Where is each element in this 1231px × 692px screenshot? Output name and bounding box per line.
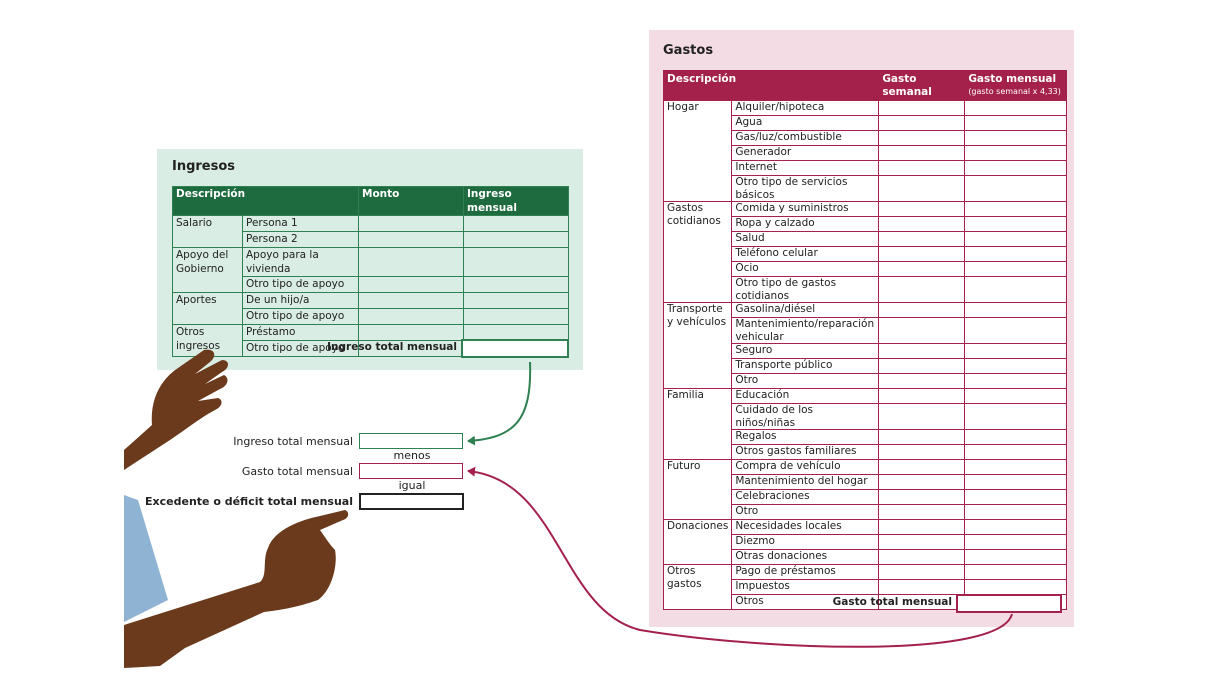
gastos-item-label: Gasolina/diésel (732, 303, 879, 318)
ingresos-group-label: Apoyo del Gobierno (173, 248, 243, 293)
gastos-group-label: Transporte y vehículos (664, 303, 732, 389)
calc-gasto-label: Gasto total mensual (241, 465, 353, 478)
gastos-item-label: Mantenimiento del hogar (732, 475, 879, 490)
calc-igual: igual (398, 479, 426, 492)
gastos-item-label: Salud (732, 232, 879, 247)
gastos-group-label: Familia (664, 389, 732, 460)
gastos-group-label: Hogar (664, 101, 732, 202)
gastos-item-label: Otro tipo de servicios básicos (732, 176, 879, 202)
ingresos-total-label: Ingreso total mensual (327, 341, 457, 353)
gastos-item-label: Otros gastos familiares (732, 445, 879, 460)
gastos-item-label: Pago de préstamos (732, 565, 879, 580)
gastos-item-label: Otro (732, 505, 879, 520)
ingresos-item-label: Otro tipo de apoyo (243, 277, 359, 293)
gastos-item-label: Mantenimiento/reparación vehicular (732, 318, 879, 344)
gastos-item-label: Diezmo (732, 535, 879, 550)
gastos-item-label: Generador (732, 146, 879, 161)
gastos-item-label: Teléfono celular (732, 247, 879, 262)
ingresos-header-descripcion: Descripción (173, 187, 359, 216)
gastos-item-label: Otros (732, 595, 879, 610)
gastos-group-label: Otros gastos (664, 565, 732, 610)
gastos-item-label: Comida y suministros (732, 202, 879, 217)
red-arrow (468, 471, 1012, 647)
gastos-header-semanal: Gasto semanal (879, 71, 965, 101)
gastos-item-label: Alquiler/hipoteca (732, 101, 879, 116)
gastos-item-label: Otras donaciones (732, 550, 879, 565)
ingresos-header-mensual: Ingreso mensual (464, 187, 569, 216)
gastos-group-label: Donaciones (664, 520, 732, 565)
ingresos-item-label: Persona 2 (243, 232, 359, 248)
gastos-item-label: Ocio (732, 262, 879, 277)
gastos-item-label: Ropa y calzado (732, 217, 879, 232)
ingresos-item-label: Préstamo (243, 325, 359, 341)
gastos-item-label: Impuestos (732, 580, 879, 595)
ingresos-item-label: Persona 1 (243, 216, 359, 232)
gastos-item-label: Transporte público (732, 359, 879, 374)
gastos-item-label: Regalos (732, 430, 879, 445)
gastos-item-label: Cuidado de los niños/niñas (732, 404, 879, 430)
sleeve-icon (124, 495, 168, 622)
ingresos-group-label: Salario (173, 216, 243, 248)
ingresos-item-label: Otro tipo de apoyo (243, 309, 359, 325)
gastos-item-label: Agua (732, 116, 879, 131)
ingresos-item-label: Otro tipo de apoyo (243, 341, 359, 357)
gastos-title: Gastos (663, 43, 714, 58)
calc-ingreso-label: Ingreso total mensual (233, 435, 353, 448)
gastos-item-label: Internet (732, 161, 879, 176)
gastos-group-label: Futuro (664, 460, 732, 520)
gastos-item-label: Compra de vehículo (732, 460, 879, 475)
gastos-item-label: Seguro (732, 344, 879, 359)
ingresos-item-label: De un hijo/a (243, 293, 359, 309)
calc-resultado-label: Excedente o déficit total mensual (145, 495, 353, 508)
gastos-item-label: Educación (732, 389, 879, 404)
gastos-group-label: Gastos cotidianos (664, 202, 732, 303)
ingresos-item-label: Apoyo para la vivienda (243, 248, 359, 277)
ingresos-group-label: Aportes (173, 293, 243, 325)
ingresos-group-label: Otros ingresos (173, 325, 243, 357)
hands-illustration (124, 350, 348, 668)
raised-hand-icon (124, 350, 228, 470)
ingresos-title: Ingresos (172, 159, 236, 174)
gastos-total-label: Gasto total mensual (832, 596, 952, 608)
gastos-item-label: Otro (732, 374, 879, 389)
ingresos-header-monto: Monto (359, 187, 464, 216)
gastos-item-label: Celebraciones (732, 490, 879, 505)
gastos-item-label: Otro tipo de gastos cotidianos (732, 277, 879, 303)
gastos-header-descripcion: Descripción (664, 71, 879, 101)
calc-menos: menos (393, 449, 431, 462)
gastos-header-mensual-sub: (gasto semanal x 4,33) (968, 86, 1061, 96)
gastos-header-mensual-label: Gasto mensual (968, 73, 1057, 85)
green-arrow (468, 362, 530, 441)
gastos-item-label: Necesidades locales (732, 520, 879, 535)
gastos-item-label: Gas/luz/combustible (732, 131, 879, 146)
